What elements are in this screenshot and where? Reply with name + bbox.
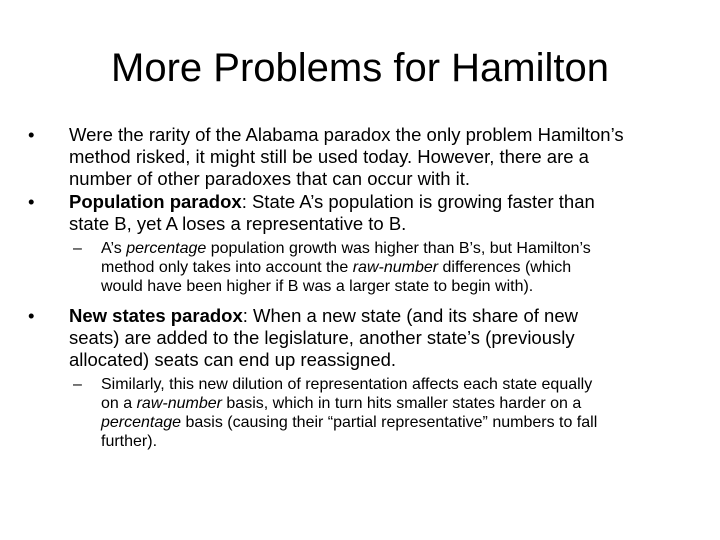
bullet-term: Population paradox	[69, 191, 242, 212]
subbullet-emphasis: raw-number	[352, 259, 439, 276]
subbullet-marker: –	[73, 376, 82, 393]
subbullet-text-line	[101, 413, 700, 432]
bullet-marker: •	[28, 305, 35, 326]
bullet-new-states-paradox	[28, 305, 700, 371]
subbullet-text-line: further).	[101, 433, 158, 450]
subbullet-emphasis: raw-number	[136, 395, 222, 412]
slide-body	[28, 124, 700, 460]
bullet-text-line: method risked, it might still be used today. However, there are a	[69, 146, 589, 167]
subbullet-text: basis, which in turn hits smaller states harder on a	[221, 395, 582, 412]
subbullet-percentage-growth	[28, 239, 700, 296]
subbullet-emphasis: percentage	[101, 414, 182, 431]
subbullet-text-line	[101, 239, 700, 258]
slide-title: More Problems for Hamilton	[111, 46, 609, 90]
bullet-text-line: number of other paradoxes that can occur with it.	[69, 168, 471, 189]
bullet-population-paradox	[28, 191, 700, 235]
subbullet-text: differences (which	[438, 259, 572, 276]
bullet-text: : When a new state (and its share of new	[242, 305, 578, 326]
bullet-alabama-rarity	[28, 124, 700, 190]
subbullet-marker: –	[73, 240, 82, 257]
subbullet-emphasis: percentage	[126, 240, 207, 257]
bullet-marker: •	[28, 191, 35, 212]
bullet-text-line: Were the rarity of the Alabama paradox the only problem Hamilton’s	[69, 124, 624, 145]
subbullet-text-line: Similarly, this new dilution of representation affects each state equally	[101, 376, 593, 393]
subbullet-text: basis (causing their “partial representative” numbers to fall	[181, 414, 598, 431]
bullet-text-line	[69, 305, 700, 327]
bullet-text-line: allocated) seats can end up reassigned.	[69, 349, 397, 370]
subbullet-text-line: would have been higher if B was a larger state to begin with).	[101, 278, 534, 295]
bullet-term: New states paradox	[69, 305, 243, 326]
bullet-text-line	[69, 191, 700, 213]
subbullet-text: method only takes into account the	[101, 259, 353, 276]
subbullet-text-line	[101, 394, 700, 413]
bullet-text-line: state B, yet A loses a representative to B.	[69, 213, 407, 234]
bullet-text-line: seats) are added to the legislature, another state’s (previously	[69, 327, 575, 348]
bullet-text: : State A’s population is growing faster than	[241, 191, 595, 212]
subbullet-text-line	[101, 258, 700, 277]
bullet-marker: •	[28, 124, 35, 145]
subbullet-text: on a	[101, 395, 137, 412]
subbullet-text: A’s	[101, 240, 127, 257]
subbullet-dilution	[28, 375, 700, 451]
subbullet-text: population growth was higher than B’s, but Hamilton’s	[206, 240, 591, 257]
